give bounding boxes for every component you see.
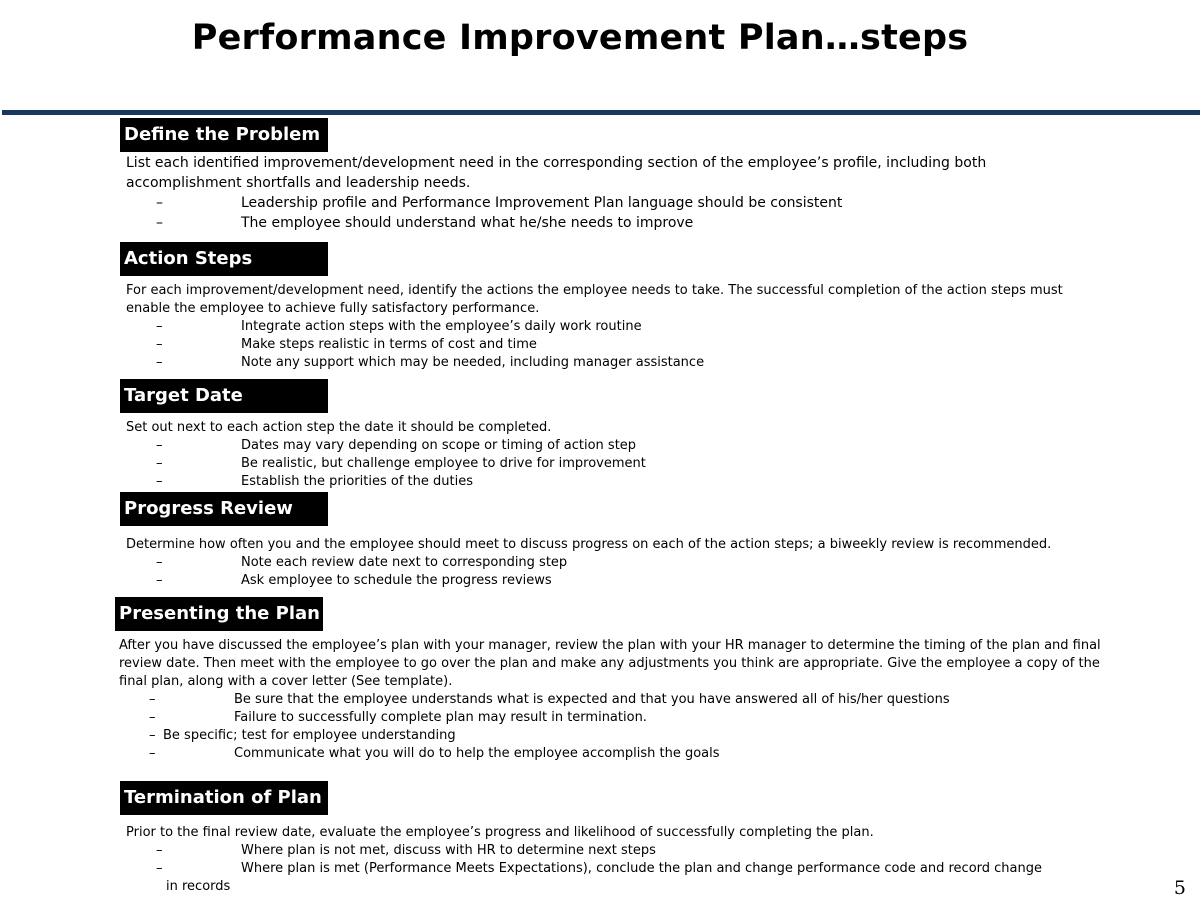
termination-plan-text-line-1: Prior to the final review date, evaluate the employee’s progress and likelihood of successfully completing the plan. <box>126 825 874 840</box>
bullet-dash: – <box>149 692 156 707</box>
bullet-dash: – <box>156 861 163 876</box>
section-header-termination-plan: Termination of Plan <box>120 781 328 815</box>
bullet-text: Where plan is not met, discuss with HR to determine next steps <box>241 843 656 858</box>
presenting-plan-text-line-2: review date. Then meet with the employee to go over the plan and make any adjustments you think are appropriate. Give the employee a copy of the <box>119 656 1100 671</box>
bullet-text: Note each review date next to corresponding step <box>241 555 568 570</box>
bullet-text: Integrate action steps with the employee’s daily work routine <box>241 319 642 334</box>
section-header-define-problem: Define the Problem <box>120 118 328 152</box>
bullet-text: Note any support which may be needed, including manager assistance <box>241 355 705 370</box>
bullet-dash: – <box>149 746 156 761</box>
bullet-dash: – <box>149 710 156 725</box>
bullet-text: Where plan is met (Performance Meets Expectations), conclude the plan and change performance code and record change <box>241 861 1042 876</box>
bullet-dash: – <box>156 319 163 334</box>
progress-review-text-line-1: Determine how often you and the employee should meet to discuss progress on each of the action steps; a biweekly review is recommended. <box>126 537 1052 552</box>
page-number: 5 <box>1173 877 1186 899</box>
bullet-dash: – <box>156 438 163 453</box>
termination-plan-continuation: in records <box>166 879 231 894</box>
bullet-dash: – <box>156 573 163 588</box>
bullet-dash: – <box>156 195 163 211</box>
bullet-dash: – <box>156 337 163 352</box>
presenting-plan-text-line-1: After you have discussed the employee’s plan with your manager, review the plan with your HR manager to determine the timing of the plan and final <box>119 638 1101 653</box>
bullet-text: Leadership profile and Performance Improvement Plan language should be consistent <box>241 195 843 211</box>
section-header-target-date: Target Date <box>120 379 328 413</box>
bullet-text: Dates may vary depending on scope or timing of action step <box>241 438 637 453</box>
target-date-text-line-1: Set out next to each action step the date it should be completed. <box>126 420 552 435</box>
section-header-progress-review: Progress Review <box>120 492 328 526</box>
bullet-dash: – <box>156 355 163 370</box>
action-steps-text-line-2: enable the employee to achieve fully satisfactory performance. <box>126 301 540 316</box>
bullet-text: Failure to successfully complete plan may result in termination. <box>234 710 647 725</box>
section-header-action-steps: Action Steps <box>120 242 328 276</box>
bullet-text: Communicate what you will do to help the employee accomplish the goals <box>234 746 720 761</box>
bullet-text: Be specific; test for employee understanding <box>163 728 456 743</box>
title-divider <box>2 110 1200 115</box>
bullet-dash: – <box>156 555 163 570</box>
action-steps-text-line-1: For each improvement/development need, identify the actions the employee needs to take. The successful completion of the action steps must <box>126 283 1063 298</box>
bullet-text: The employee should understand what he/she needs to improve <box>241 215 694 231</box>
bullet-dash: – <box>156 843 163 858</box>
bullet-text: Make steps realistic in terms of cost and time <box>241 337 537 352</box>
section-header-presenting-plan: Presenting the Plan <box>115 597 323 631</box>
page-title: Performance Improvement Plan…steps <box>191 18 969 58</box>
bullet-text: Be sure that the employee understands what is expected and that you have answered all of his/her questions <box>234 692 950 707</box>
bullet-text: Establish the priorities of the duties <box>241 474 473 489</box>
bullet-dash: – <box>156 474 163 489</box>
bullet-dash: – <box>149 728 156 743</box>
bullet-dash: – <box>156 215 163 231</box>
bullet-text: Be realistic, but challenge employee to drive for improvement <box>241 456 646 471</box>
bullet-dash: – <box>156 456 163 471</box>
define-problem-text-line-2: accomplishment shortfalls and leadership needs. <box>126 175 471 191</box>
bullet-text: Ask employee to schedule the progress reviews <box>241 573 552 588</box>
presenting-plan-text-line-3: final plan, along with a cover letter (See template). <box>119 674 453 689</box>
define-problem-text-line-1: List each identified improvement/development need in the corresponding section of the employee’s profile, including both <box>126 155 987 171</box>
